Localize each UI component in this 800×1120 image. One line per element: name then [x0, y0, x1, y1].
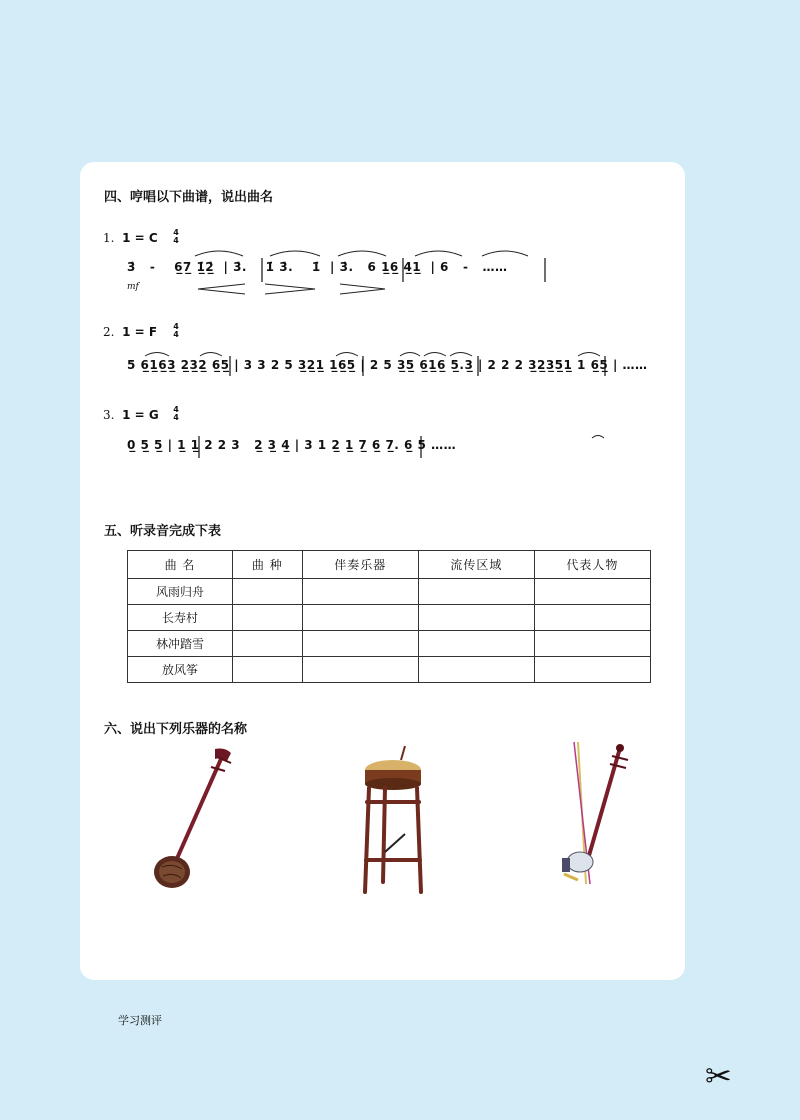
song1-time-signature: 4 4 [173, 228, 179, 245]
song3-key-text: 1 = G [122, 408, 159, 422]
table-header-row [128, 551, 651, 579]
answer-cell[interactable] [302, 657, 418, 683]
answer-cell[interactable] [302, 605, 418, 631]
song2-time-signature: 4 4 [173, 322, 179, 339]
song1-key-text: 1 = C [122, 231, 158, 245]
answer-cell[interactable] [534, 631, 650, 657]
song2-score: 5 6̲1̲6̲3̲ 2̲3̲2̲ 6̲5̲ | 3 3 2 5 3̲2̲1̲ 1̲6̲5̲ | 2 5 3̲5̲ 6̲1̲6̲ 5̲.3̲ | 2 2 2 3̲2̲3̲5̲1̲ 1 6̲5̲ | …… [127, 358, 648, 372]
song3-time-signature: 4 4 [173, 405, 179, 422]
answer-cell[interactable] [534, 605, 650, 631]
table-row [128, 605, 651, 631]
song-name-cell: 风雨归舟 [128, 579, 233, 605]
song1-dynamic-mark: mf [127, 282, 139, 292]
sanxian-instrument [145, 745, 245, 895]
song2-number: 2. [103, 325, 115, 339]
song-name-cell: 林冲踏雪 [128, 631, 233, 657]
listening-table [127, 550, 651, 683]
answer-cell[interactable] [302, 631, 418, 657]
section6-heading: 六、说出下列乐器的名称 [104, 722, 248, 737]
song3-number: 3. [103, 408, 115, 422]
scissors-icon: ✂ [705, 1057, 732, 1095]
song3-key [103, 408, 159, 422]
header-region: 流传区域 [418, 551, 534, 579]
section5-heading: 五、听录音完成下表 [104, 524, 222, 539]
erhu-instrument [550, 738, 640, 888]
table-row [128, 579, 651, 605]
answer-cell[interactable] [233, 605, 303, 631]
song-name-cell: 放风筝 [128, 657, 233, 683]
answer-cell[interactable] [233, 631, 303, 657]
answer-cell[interactable] [233, 579, 303, 605]
answer-cell[interactable] [418, 657, 534, 683]
answer-cell[interactable] [233, 657, 303, 683]
drum-on-stand-instrument [355, 742, 435, 897]
answer-cell[interactable] [534, 657, 650, 683]
header-song-name: 曲 名 [128, 551, 233, 579]
footer-label: 学习测评 [118, 1014, 162, 1027]
song3-score: 0̲ 5̲ 5̲ | 1̲ 1̲ 2 2 3 2̲ 3̲ 4̲ | 3 1 2̲ 1̲ 7̲ 6̲ 7̲. 6̲ 5 …… [127, 438, 457, 452]
header-genre: 曲 种 [233, 551, 303, 579]
song1-number: 1. [103, 231, 115, 245]
answer-cell[interactable] [418, 631, 534, 657]
song1-score: 3̇ - 6̲7̲ 1̲̇2̲̇ | 3̇. 1̇ 3̇. 1̇ | 3̇. 6 1̲6̲ 4̲1̲ | 6 - …… [127, 260, 508, 274]
header-accompaniment: 伴奏乐器 [302, 551, 418, 579]
song2-key-text: 1 = F [122, 325, 158, 339]
header-representative: 代表人物 [534, 551, 650, 579]
table-row [128, 631, 651, 657]
table-row [128, 657, 651, 683]
song-name-cell: 长寿村 [128, 605, 233, 631]
answer-cell[interactable] [418, 605, 534, 631]
answer-cell[interactable] [418, 579, 534, 605]
song1-key [103, 231, 158, 245]
answer-cell[interactable] [534, 579, 650, 605]
section4-heading: 四、哼唱以下曲谱，说出曲名 [104, 190, 274, 205]
song2-key [103, 325, 157, 339]
answer-cell[interactable] [302, 579, 418, 605]
